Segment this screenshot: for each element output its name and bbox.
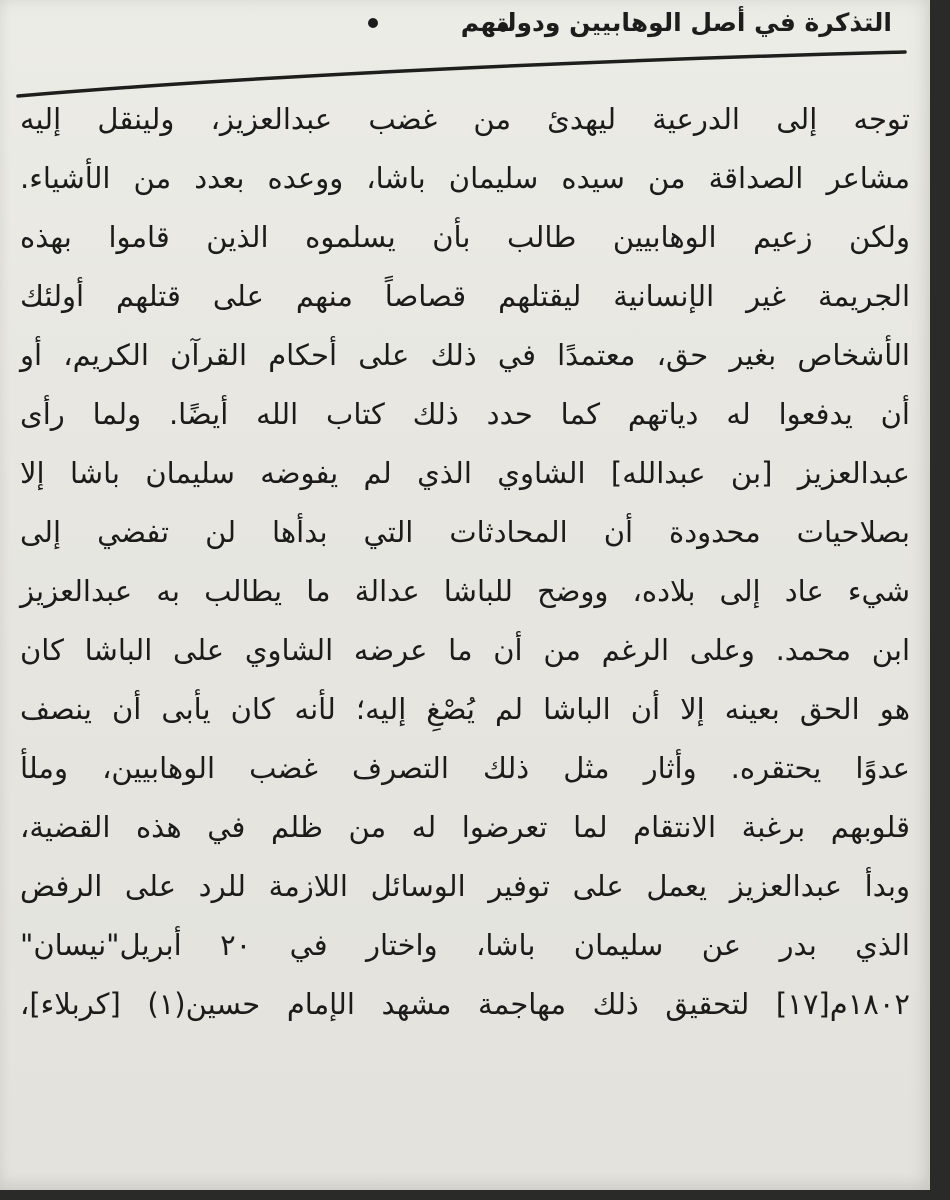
text-line: الأشخاص بغير حق، معتمدًا في ذلك على أحكام القرآن الكريم، أو — [20, 338, 910, 372]
text-line: قلوبهم برغبة الانتقام لما تعرضوا له من ظلم في هذه القضية، — [20, 810, 910, 844]
text-line: الذي بدر عن سليمان باشا، واختار في ٢٠ أبريل"نيسان" — [20, 928, 910, 962]
text-line: الجريمة غير الإنسانية ليقتلهم قصاصاً منهم على قتلهم أولئك — [20, 279, 910, 313]
text-line: عدوًا يحتقره. وأثار مثل ذلك التصرف غضب الوهابيين، وملأ — [20, 751, 910, 785]
running-header-title: التذكرة في أصل الوهابيين ودولتهم — [460, 8, 892, 37]
text-line: بصلاحيات محدودة أن المحادثات التي بدأها لن تفضي إلى — [20, 515, 910, 549]
header-rule — [0, 0, 930, 100]
text-line: عبدالعزيز [بن عبدالله] الشاوي الذي لم يفوضه سليمان باشا إلا — [20, 456, 910, 490]
running-header — [0, 0, 930, 100]
text-line: ١٨٠٢م[١٧] لتحقيق ذلك مهاجمة مشهد الإمام حسين(١) [كربلاء]، — [20, 987, 910, 1021]
text-line: ولكن زعيم الوهابيين طالب بأن يسلموه الذين قاموا بهذه — [20, 220, 910, 254]
text-line: ابن محمد. وعلى الرغم من أن ما عرضه الشاوي على الباشا كان — [20, 633, 910, 667]
text-line: مشاعر الصداقة من سيده سليمان باشا، ووعده بعدد من الأشياء. — [20, 161, 910, 195]
body-text — [20, 90, 910, 1034]
text-line: أن يدفعوا له دياتهم كما حدد ذلك كتاب الله أيضًا. ولما رأى — [20, 397, 910, 431]
text-line: توجه إلى الدرعية ليهدئ من غضب عبدالعزيز، ولينقل إليه — [20, 102, 910, 136]
text-line: هو الحق بعينه إلا أن الباشا لم يُصْغِ إليه؛ لأنه كان يأبى أن ينصف — [20, 692, 910, 726]
text-line: شيء عاد إلى بلاده، ووضح للباشا عدالة ما يطالب به عبدالعزيز — [20, 574, 910, 608]
text-line: وبدأ عبدالعزيز يعمل على توفير الوسائل اللازمة للرد على الرفض — [20, 869, 910, 903]
